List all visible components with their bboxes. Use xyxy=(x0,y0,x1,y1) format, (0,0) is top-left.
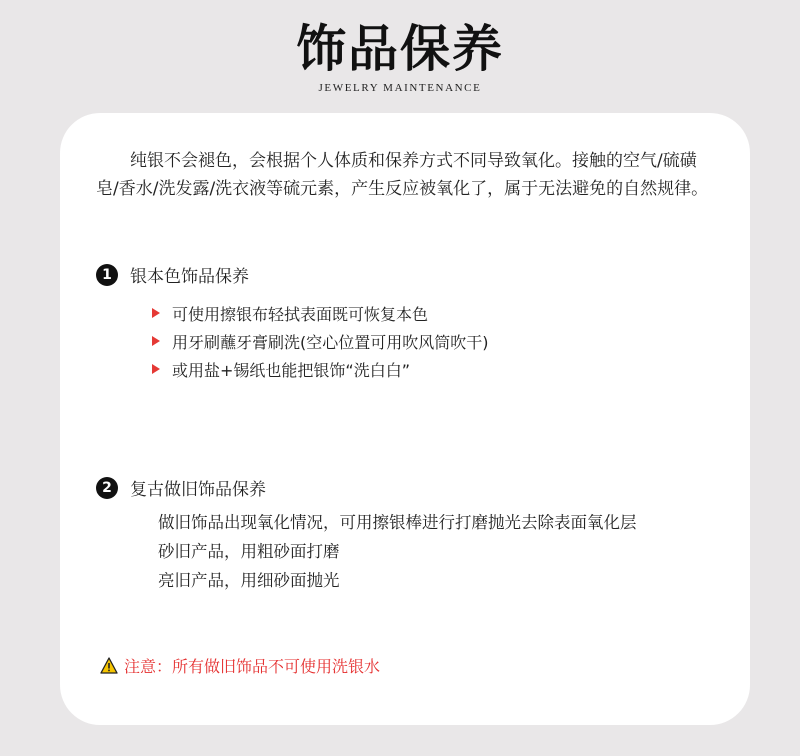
page-title: 饰品保养 xyxy=(296,19,504,78)
number-badge-2: 2 xyxy=(96,477,118,499)
list-item: 砂旧产品，用粗砂面打磨 xyxy=(158,542,340,561)
warning-icon xyxy=(100,657,118,674)
number-badge-1: 1 xyxy=(96,264,118,286)
page-header xyxy=(0,18,800,94)
list-item-text: 或用盐+锡纸也能把银饰“洗白白” xyxy=(172,360,410,380)
list-item: 亮旧产品，用细砂面抛光 xyxy=(158,571,340,590)
list-item: 做旧饰品出现氧化情况，可用擦银棒进行打磨抛光去除表面氧化层 xyxy=(158,513,637,532)
triangle-bullet-icon xyxy=(152,364,160,374)
list-item xyxy=(152,299,489,327)
triangle-bullet-icon xyxy=(152,336,160,346)
list-item-text: 用牙刷蘸牙膏刷洗(空心位置可用吹风筒吹干) xyxy=(172,332,489,352)
intro-paragraph: 纯银不会褪色，会根据个人体质和保养方式不同导致氧化。接触的空气/硫磺皂/香水/洗发露/洗衣液等硫元素，产生反应被氧化了，属于无法避免的自然规律。 xyxy=(96,151,709,199)
list-item xyxy=(152,327,489,355)
content-card xyxy=(60,113,750,725)
warning-text: 注意：所有做旧饰品不可使用洗银水 xyxy=(124,657,381,676)
page-subtitle: JEWELRY MAINTENANCE xyxy=(318,82,482,94)
section-2-title: 复古做旧饰品保养 xyxy=(130,480,266,500)
section-1-list xyxy=(152,299,489,383)
warning-note xyxy=(100,654,380,677)
list-item-text: 可使用擦银布轻拭表面既可恢复本色 xyxy=(172,304,429,324)
section-1-heading xyxy=(96,262,249,287)
list-item xyxy=(152,355,489,383)
triangle-bullet-icon xyxy=(152,308,160,318)
section-1-title: 银本色饰品保养 xyxy=(130,267,249,287)
section-2-heading xyxy=(96,475,266,500)
section-2-list xyxy=(158,508,637,595)
